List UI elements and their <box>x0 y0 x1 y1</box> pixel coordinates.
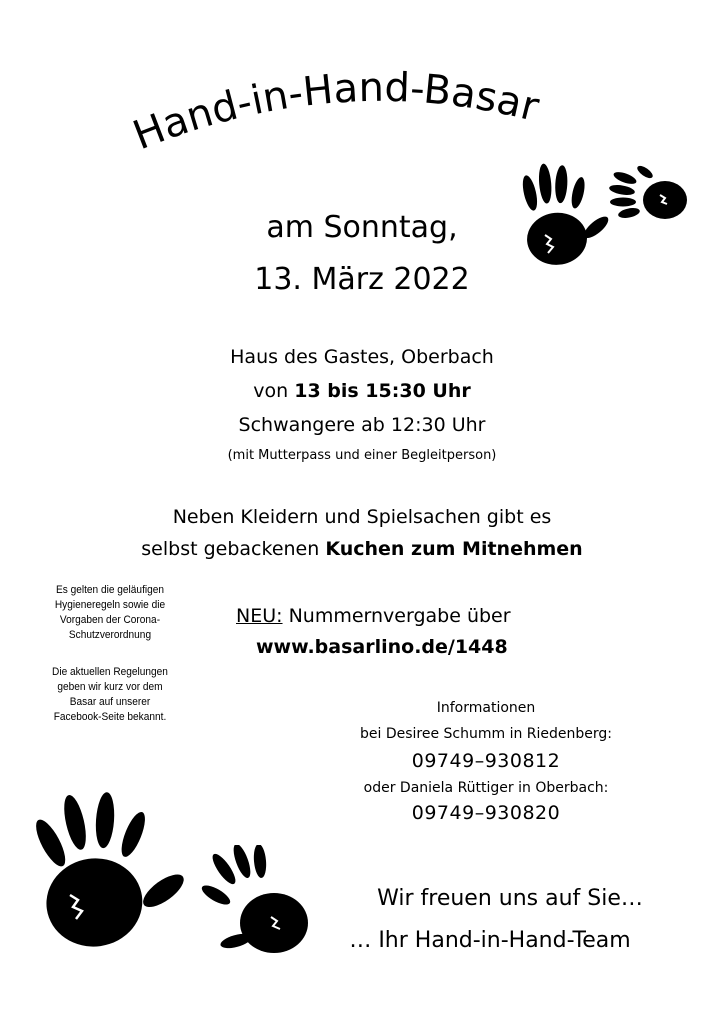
handprint-icon <box>605 160 695 230</box>
facebook-line: Die aktuellen Regelungen <box>52 666 168 678</box>
hygiene-line: Hygieneregeln sowie die <box>54 599 166 611</box>
extras-prefix: selbst gebackenen <box>141 538 326 560</box>
pregnant-note: (mit Mutterpass und einer Begleitperson) <box>227 448 497 463</box>
handprint-icon <box>20 780 200 960</box>
facebook-line: geben wir kurz vor dem <box>57 681 163 693</box>
facebook-note <box>36 665 183 725</box>
info-heading: Informationen <box>436 700 536 716</box>
date-line-2: 13. März 2022 <box>254 262 470 297</box>
facebook-line: Basar auf unserer <box>69 696 151 708</box>
pregnant-time: Schwangere ab 12:30 Uhr <box>238 414 486 436</box>
time-prefix: von <box>253 380 295 402</box>
title-text: Hand-in-Hand-Basar <box>127 70 544 160</box>
contact-1: bei Desiree Schumm in Riedenberg: <box>359 726 613 742</box>
phone-1: 09749–930812 <box>411 750 561 772</box>
neu-line <box>236 605 536 627</box>
location: Haus des Gastes, Oberbach <box>230 346 494 368</box>
handprint-icon <box>510 160 620 270</box>
neu-text: Nummernvergabe über <box>282 605 511 627</box>
neu-label: NEU: <box>236 605 283 627</box>
hygiene-line: Es gelten die geläufigen <box>55 584 165 596</box>
hygiene-line: Vorgaben der Corona- <box>59 614 161 626</box>
time-bold: 13 bis 15:30 Uhr <box>294 380 471 402</box>
phone-2: 09749–930820 <box>411 802 561 824</box>
closing-line-2: … Ihr Hand-in-Hand-Team <box>349 928 631 953</box>
extras-line-2 <box>0 538 724 560</box>
page-title <box>120 70 600 170</box>
date-line-1: am Sonntag, <box>266 210 458 245</box>
closing-line-1: Wir freuen uns auf Sie… <box>377 886 643 911</box>
hygiene-line: Schutzverordnung <box>68 629 152 641</box>
hygiene-note <box>36 583 183 643</box>
time-line <box>0 380 724 402</box>
website-link[interactable]: www.basarlino.de/1448 <box>256 636 508 658</box>
handprint-icon <box>196 845 326 960</box>
contact-2: oder Daniela Rüttiger in Oberbach: <box>363 780 609 796</box>
facebook-line: Facebook-Seite bekannt. <box>53 711 167 723</box>
extras-bold: Kuchen zum Mitnehmen <box>325 538 583 560</box>
extras-line-1: Neben Kleidern und Spielsachen gibt es <box>172 506 552 528</box>
